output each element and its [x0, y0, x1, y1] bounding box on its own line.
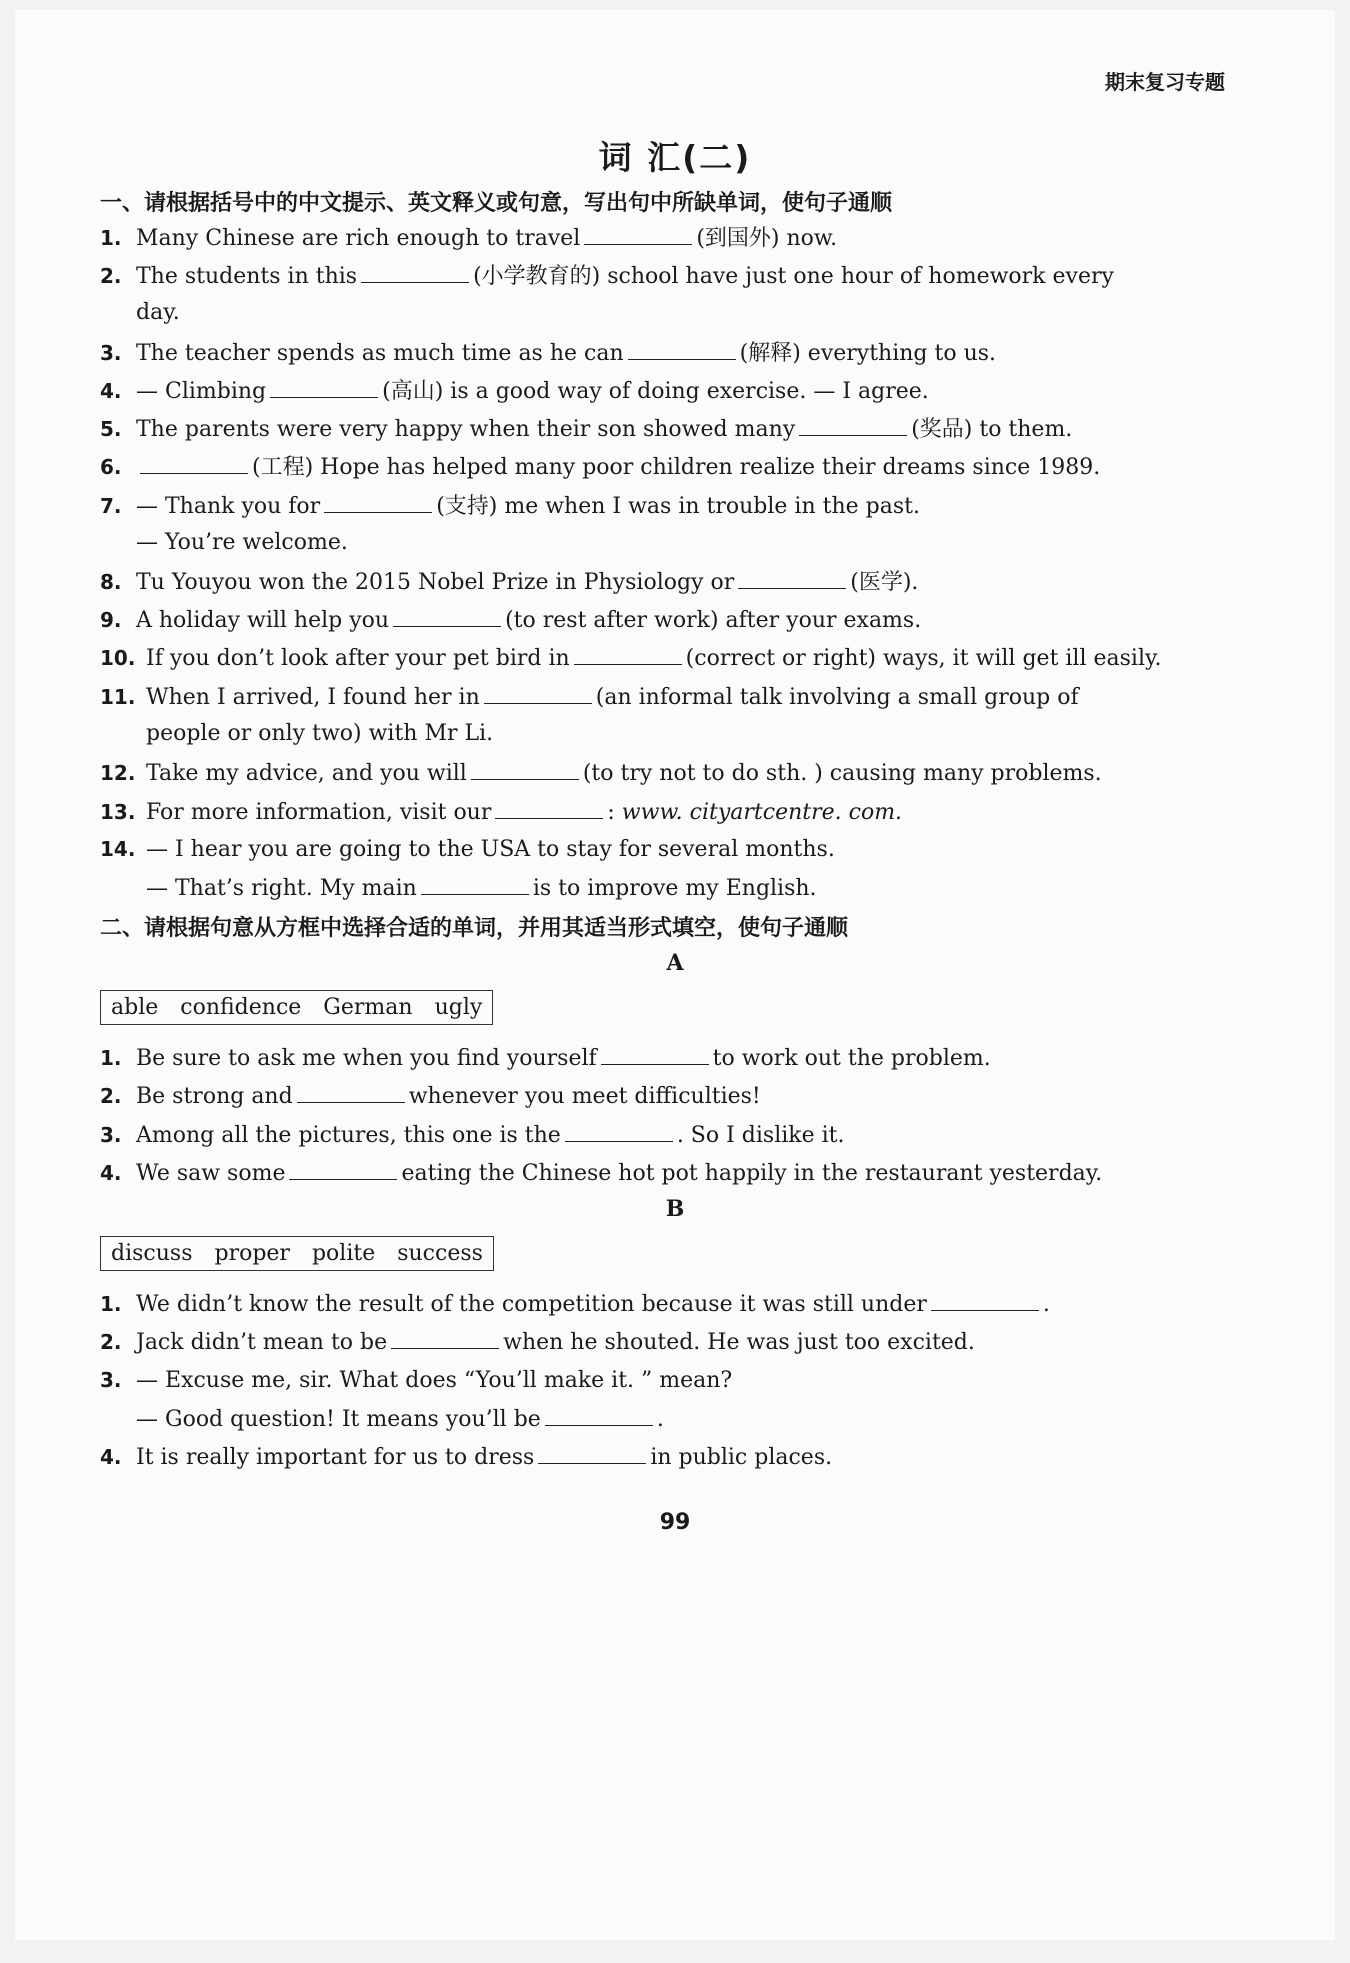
question-item: 1. Be sure to ask me when you find yourself to work out the problem.: [100, 1042, 1225, 1074]
answer-blank[interactable]: [584, 222, 692, 245]
answer-blank[interactable]: [565, 1119, 673, 1142]
question-continuation: — Good question! It means you’ll be .: [136, 1403, 664, 1435]
question-item: 2. Be strong and whenever you meet difficulties!: [100, 1080, 1225, 1112]
question-item: 1. We didn’t know the result of the competition because it was still under .: [100, 1288, 1225, 1320]
section2-heading: 二、请根据句意从方框中选择合适的单词，并用其适当形式填空，使句子通顺: [100, 916, 849, 941]
question-item: 11. When I arrived, I found her in (an informal talk involving a small group of: [100, 681, 1225, 713]
question-item: 3. Among all the pictures, this one is the . So I dislike it.: [100, 1119, 1225, 1151]
answer-blank[interactable]: [324, 490, 432, 513]
header-tag: 期末复习专题: [1105, 70, 1225, 94]
answer-blank[interactable]: [799, 413, 907, 436]
question-continuation: — You’re welcome.: [136, 530, 348, 555]
answer-blank[interactable]: [471, 757, 579, 780]
answer-blank[interactable]: [297, 1080, 405, 1103]
question-continuation: day.: [136, 300, 180, 325]
group-label: A: [666, 950, 684, 976]
question-item: 2. Jack didn’t mean to be when he shouted. He was just too excited.: [100, 1326, 1225, 1358]
question-item: 1. Many Chinese are rich enough to travel (到国外) now.: [100, 222, 1225, 254]
question-continuation: people or only two) with Mr Li.: [146, 721, 494, 746]
answer-blank[interactable]: [289, 1157, 397, 1180]
answer-blank[interactable]: [361, 260, 469, 283]
question-item: 6. (工程) Hope has helped many poor children realize their dreams since 1989.: [100, 451, 1225, 483]
answer-blank[interactable]: [931, 1288, 1039, 1311]
question-item: 10. If you don’t look after your pet bird in (correct or right) ways, it will get ill easily.: [100, 642, 1225, 674]
answer-blank[interactable]: [270, 375, 378, 398]
answer-blank[interactable]: [140, 451, 248, 474]
question-item: 3. The teacher spends as much time as he can (解释) everything to us.: [100, 337, 1225, 369]
section1-heading: 一、请根据括号中的中文提示、英文释义或句意，写出句中所缺单词，使句子通顺: [100, 191, 893, 216]
question-item: 14. — I hear you are going to the USA to stay for several months.: [100, 837, 835, 862]
answer-blank[interactable]: [391, 1326, 499, 1349]
word-box: able confidence German ugly: [100, 990, 493, 1025]
question-item: 4. It is really important for us to dress in public places.: [100, 1441, 1225, 1473]
question-item: 2. The students in this (小学教育的) school have just one hour of homework every: [100, 260, 1225, 292]
question-item: 4. — Climbing (高山) is a good way of doing exercise. — I agree.: [100, 375, 1225, 407]
page-title: 词 汇(二): [598, 138, 752, 177]
group-label: B: [665, 1196, 685, 1222]
question-item: 9. A holiday will help you (to rest after work) after your exams.: [100, 604, 1225, 636]
answer-blank[interactable]: [545, 1403, 653, 1426]
word-box: discuss proper polite success: [100, 1236, 494, 1271]
question-item: 3. — Excuse me, sir. What does “You’ll make it. ” mean?: [100, 1368, 733, 1393]
answer-blank[interactable]: [484, 681, 592, 704]
answer-blank[interactable]: [393, 604, 501, 627]
answer-blank[interactable]: [574, 642, 682, 665]
answer-blank[interactable]: [538, 1441, 646, 1464]
question-item: 8. Tu Youyou won the 2015 Nobel Prize in Physiology or (医学).: [100, 566, 1225, 598]
answer-blank[interactable]: [738, 566, 846, 589]
page-number: 99: [659, 1510, 691, 1535]
question-item: 4. We saw some eating the Chinese hot pot happily in the restaurant yesterday.: [100, 1157, 1225, 1189]
question-item: 13. For more information, visit our : www. cityartcentre. com.: [100, 796, 1225, 828]
question-item: 5. The parents were very happy when their son showed many (奖品) to them.: [100, 413, 1225, 445]
answer-blank[interactable]: [628, 337, 736, 360]
question-continuation: — That’s right. My main is to improve my English.: [146, 872, 817, 904]
question-item: 12. Take my advice, and you will (to try not to do sth. ) causing many problems.: [100, 757, 1225, 789]
answer-blank[interactable]: [421, 872, 529, 895]
worksheet-page: [15, 10, 1335, 1940]
answer-blank[interactable]: [601, 1042, 709, 1065]
question-item: 7. — Thank you for (支持) me when I was in trouble in the past.: [100, 490, 1225, 522]
answer-blank[interactable]: [495, 796, 603, 819]
